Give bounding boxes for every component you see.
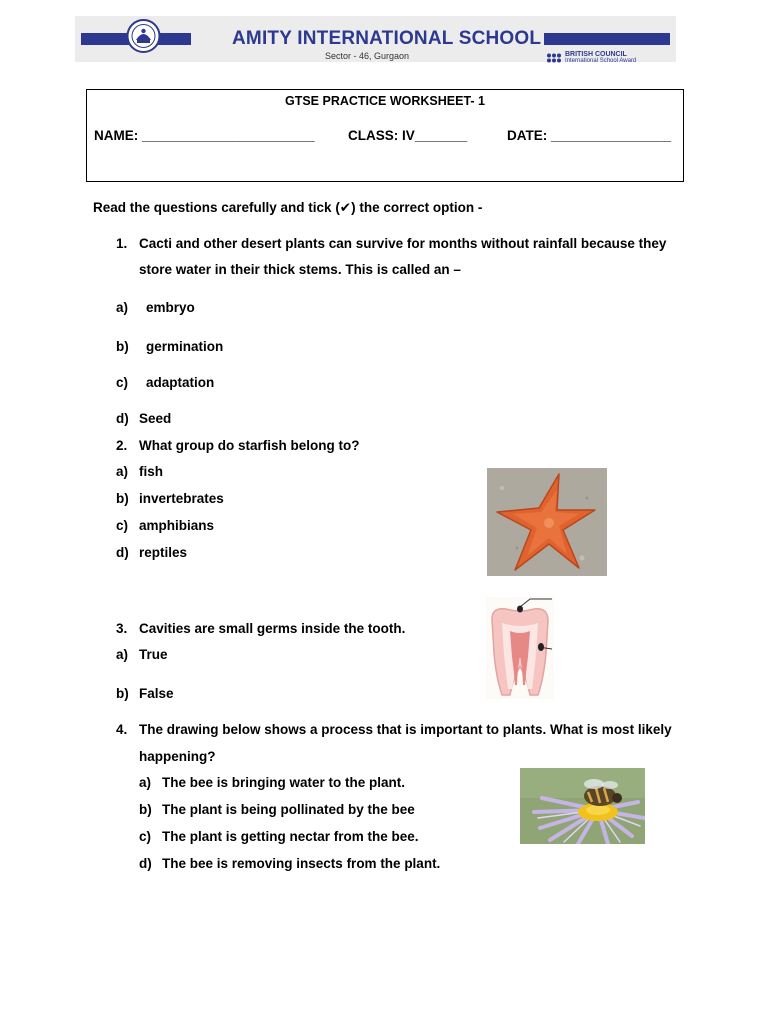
question-number: 2.: [116, 438, 128, 453]
option-label: d): [116, 545, 129, 560]
question-number: 1.: [116, 236, 128, 251]
question-text: Cavities are small germs inside the tooth.: [139, 621, 406, 636]
option-label: b): [116, 491, 129, 506]
name-field: NAME: _______________________: [94, 128, 315, 143]
option-text: True: [139, 647, 168, 662]
option-text: adaptation: [146, 375, 215, 390]
option-label: c): [116, 518, 129, 533]
question-number: 3.: [116, 621, 128, 636]
option-label: a): [116, 464, 129, 479]
option-label: b): [139, 802, 152, 817]
option-text: fish: [139, 464, 164, 479]
school-address: Sector - 46, Gurgaon: [325, 51, 410, 61]
british-council-title: BRITISH COUNCIL: [565, 51, 627, 58]
school-crest-icon: [126, 19, 161, 53]
question-text: happening?: [139, 749, 216, 764]
option-text: The plant is being pollinated by the bee: [162, 802, 415, 817]
tooth-cavity-image: [486, 597, 554, 699]
bee-on-flower-image: [520, 768, 645, 844]
british-council-subtitle: International School Award: [565, 58, 637, 64]
option-label: a): [116, 300, 129, 315]
question-number: 4.: [116, 722, 128, 737]
option-label: b): [116, 339, 129, 354]
starfish-image: [487, 468, 607, 576]
question-text: Cacti and other desert plants can survive for months without rainfall because they: [139, 236, 667, 251]
option-text: embryo: [146, 300, 195, 315]
option-text: False: [139, 686, 174, 701]
option-label: d): [139, 856, 152, 871]
option-text: The plant is getting nectar from the bee.: [162, 829, 419, 844]
option-text: The bee is removing insects from the plant.: [162, 856, 441, 871]
option-label: d): [116, 411, 129, 426]
class-field: CLASS: IV_______: [348, 128, 468, 143]
option-label: c): [116, 375, 129, 390]
option-text: The bee is bringing water to the plant.: [162, 775, 406, 790]
option-label: a): [116, 647, 129, 662]
question-text: store water in their thick stems. This is called an –: [139, 262, 461, 277]
banner-stripe: [530, 33, 670, 45]
option-label: a): [139, 775, 152, 790]
option-label: b): [116, 686, 129, 701]
school-banner: [75, 16, 676, 62]
worksheet-info-box: [86, 89, 684, 182]
question-text: What group do starfish belong to?: [139, 438, 360, 453]
date-field: DATE: ________________: [507, 128, 672, 143]
option-text: invertebrates: [139, 491, 224, 506]
option-text: Seed: [139, 411, 172, 426]
worksheet-title: GTSE PRACTICE WORKSHEET- 1: [284, 94, 486, 108]
question-text: The drawing below shows a process that is important to plants. What is most likely: [139, 722, 672, 737]
option-text: reptiles: [139, 545, 188, 560]
instructions: Read the questions carefully and tick (✔) the correct option -: [93, 200, 483, 215]
option-text: germination: [146, 339, 224, 354]
british-council-logo-icon: [546, 53, 564, 63]
school-name: AMITY INTERNATIONAL SCHOOL: [229, 28, 544, 50]
option-label: c): [139, 829, 152, 844]
option-text: amphibians: [139, 518, 215, 533]
